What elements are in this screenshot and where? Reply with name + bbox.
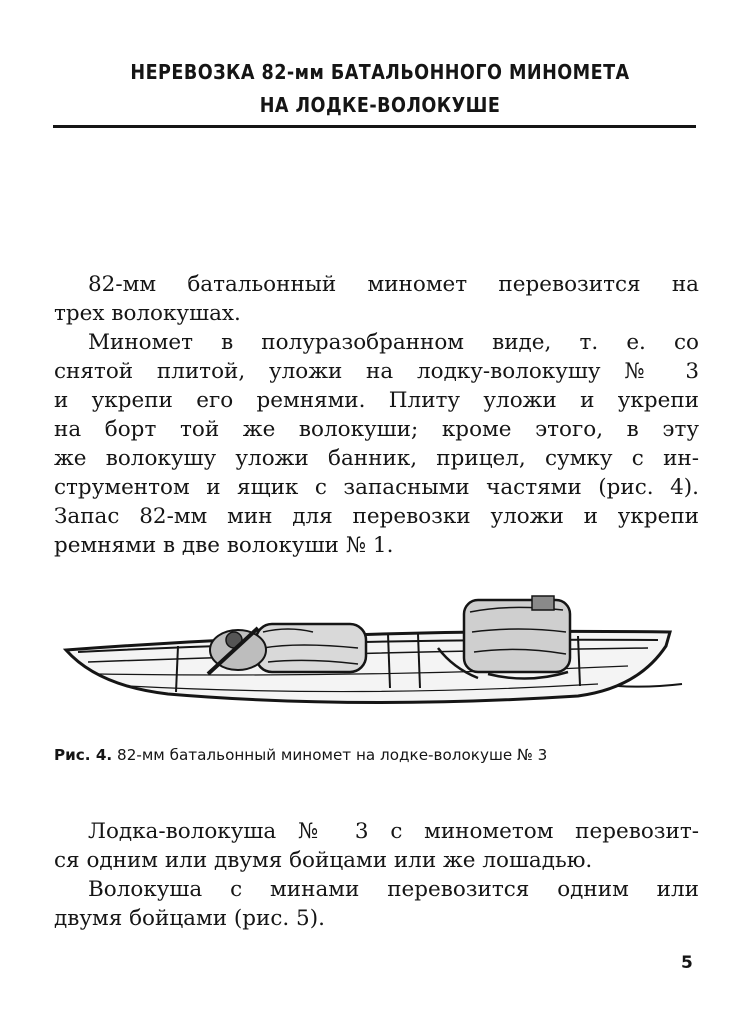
text-line: же волокушу уложи банник, прицел, сумку с ин- (54, 446, 699, 471)
title-line-1: НЕРЕВОЗКА 82-мм БАТАЛЬОННОГО МИНОМЕТА (130, 60, 630, 84)
text-line: Запас 82-мм мин для перевозки уложи и укрепи (54, 504, 699, 529)
figure-caption (54, 744, 547, 766)
text-line: и укрепи его ремнями. Плиту уложи и укрепи (54, 388, 699, 413)
text-line: двумя бойцами (рис. 5). (54, 906, 325, 931)
text-line: на борт той же волокуши; кроме этого, в эту (54, 417, 699, 442)
text-line: трех волокушах. (54, 301, 241, 326)
text-line: снятой плитой, уложи на лодку-волокушу № 3 (54, 359, 699, 384)
paragraph-transport-mines (54, 875, 699, 933)
text-line: Миномет в полуразобранном виде, т. е. со (88, 330, 699, 355)
page-title (98, 56, 661, 122)
caption-label: Рис. 4. (54, 746, 113, 764)
caption-text: 82-мм батальонный миномет на лодке-волокуше № 3 (117, 746, 548, 764)
paragraph-intro (54, 270, 699, 328)
page-number: 5 (681, 953, 693, 973)
text-line: ся одним или двумя бойцами или же лошадью. (54, 848, 593, 873)
paragraph-loading-instructions (54, 328, 699, 560)
figure-boat-illustration (58, 588, 690, 720)
text-line: Лодка-волокуша № 3 с минометом перевозит- (88, 819, 699, 844)
title-rule (53, 125, 696, 128)
boat-sled-illustration (58, 588, 690, 720)
text-line: Волокуша с минами перевозится одним или (88, 877, 699, 902)
text-line: струментом и ящик с запасными частями (рис. 4). (54, 475, 699, 500)
text-line: ремнями в две волокуши № 1. (54, 533, 394, 558)
text-line: 82-мм батальонный миномет перевозится на (88, 272, 699, 297)
title-line-2: НА ЛОДКЕ-ВОЛОКУШЕ (259, 93, 501, 117)
paragraph-transport-boat (54, 817, 699, 875)
